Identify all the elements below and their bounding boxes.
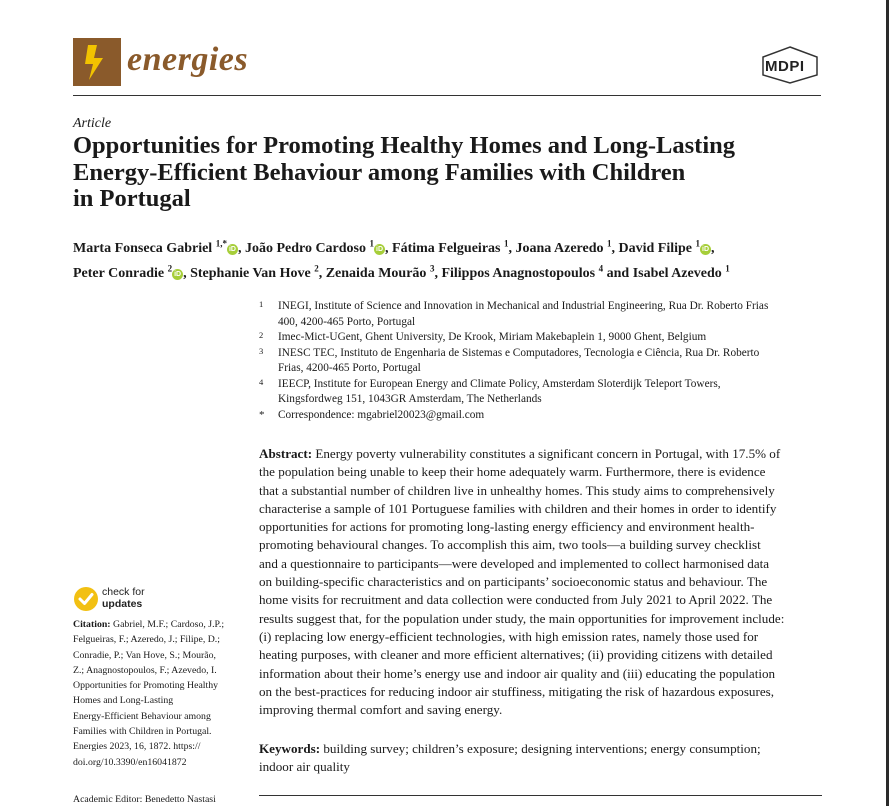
author: Isabel Azevedo $^1$ [632,263,730,282]
citation-line: Conradie, P.; Van Hove, S.; Mourão, [73,649,216,661]
author-line [73,233,833,259]
affiliation-text: IEECP, Institute for European Energy and Climate Policy, Amsterdam Sloterdijk Teleport Towers, [278,377,721,390]
orcid-icon[interactable]: iD [228,245,236,253]
check-updates-icon [73,586,99,612]
author: Stephanie Van Hove $^2$, [190,263,326,282]
affiliation [259,346,824,377]
abstract-line: that a substantial number of children live in unhealthy homes. This study aims to comprehensively [259,482,775,498]
affiliation-text: 400, 4200-465 Porto, Portugal [278,315,416,328]
abstract-line: heating purposes, with cleaner and more efficient alternatives; (ii) providing citizens with detailed [259,647,773,663]
check-updates-label: check for updates [102,586,145,610]
affiliation-text: Kingsfordweg 151, 1043GR Amsterdam, The Netherlands [278,393,542,405]
footer-rule [259,795,822,796]
author: Peter Conradie $^2$iD , [73,263,191,282]
abstract-line: improving thermal comfort and saving energy. [259,702,503,718]
keywords-line: Keywords: building survey; children’s exposure; designing interventions; energy consumption; [259,741,761,756]
article-type: Article [73,116,112,131]
abstract-line: (i) replacing low energy-efficient technologies, with high emission rates, namely those used for [259,628,759,644]
author: João Pedro Cardoso $^1$iD , [244,238,393,256]
affiliation-number: 3 [259,345,264,356]
abstract-line: home visits for recruitment and data collection were conducted from July 2021 to April 2022. The [259,592,773,608]
publisher-name: MDPI [765,58,805,75]
author: Marta Fonseca Gabriel $^{1,*}$iD , [73,238,245,256]
citation-line: Felgueiras, F.; Azeredo, J.; Filipe, D.; [73,634,220,646]
citation-line: Energies 2023, 16, 1872. https:// [73,741,201,753]
affiliation-number: 2 [259,330,264,340]
abstract [259,445,822,719]
title-line: in Portugal [73,185,191,212]
citation-line: Families with Children in Portugal. [73,726,212,738]
journal-logo [73,38,121,86]
affiliation-text: Imec-Mict-UGent, Ghent University, De Krook, Miriam Makebaplein 1, 9000 Ghent, Belgium [278,331,707,343]
keywords [259,740,822,777]
author-list [73,233,833,284]
abstract-line: Abstract: Energy poverty vulnerability constitutes a significant concern in Portugal, with 17.5% of [259,446,781,461]
citation-line: Citation: Gabriel, M.F.; Cardoso, J.P.; [73,619,225,630]
abstract-line: and a questionnaire to participants—were developed and implemented to collect harmonised data [259,555,770,571]
affiliation-text: INESC TEC, Instituto de Engenharia de Sistemas e Computadores, Tecnologia e Ciência, Rua Dr. Roberto [278,346,760,359]
abstract-line: promoting behavioural changes. To accomplish this aim, two tools—a building survey checklist [259,537,761,553]
abstract-line: the population being unable to keep their home adequately warm. Furthermore, there is evidence [259,464,766,480]
correspondence-text[interactable]: Correspondence: mgabriel20023@gmail.com [278,408,485,421]
abstract-line: results suggest that, for the population under study, the main opportunities for improvement include: [259,610,785,626]
affiliation-text: INEGI, Institute of Science and Innovation in Mechanical and Industrial Engineering, Rua Dr. Roberto Frias [278,300,769,312]
check-for-updates-button[interactable] [73,585,173,613]
affiliation-number: 1 [259,299,264,309]
correspondence-marker: * [259,408,265,421]
abstract-line: on the best-practices for reducing indoor air stuffiness, mitigating the risk of hazardous exposures, [259,683,775,699]
orcid-icon[interactable]: iD [702,245,710,253]
affiliation [259,330,824,346]
author: Fátima Felgueiras $^1$, [392,238,516,256]
affiliation [259,299,824,330]
keywords-label: Keywords: [259,741,321,756]
author: David Filipe $^1$iD , [618,238,715,256]
author: Zenaida Mourão $^3$, [325,263,442,282]
title-line: Opportunities for Promoting Healthy Homes and Long-Lasting [73,132,736,159]
keywords-line: indoor air quality [259,759,350,775]
citation-line: Opportunities for Promoting Healthy [73,680,219,692]
affiliation-number: 4 [259,376,264,387]
abstract-line: characterise a sample of 101 Portuguese families with children and their homes in order to identify [259,500,777,516]
correspondence [259,408,824,424]
affiliation-text: Frias, 4200-465 Porto, Portugal [278,362,421,374]
citation-doi-link[interactable]: doi.org/10.3390/en16041872 [73,756,187,768]
affiliation [259,377,824,408]
orcid-icon[interactable]: iD [376,245,384,253]
lightning-bolt-icon [73,38,121,86]
citation [73,617,243,770]
abstract-line: opportunities for actions for promoting long-lasting energy efficiency and environment health- [259,519,755,535]
author-line [73,259,833,285]
paper-title [73,133,833,213]
author: Joana Azeredo $^1$, [515,238,619,256]
header-rule [73,95,821,96]
abstract-label: Abstract: [259,446,313,461]
citation-line: Homes and Long-Lasting [73,695,174,707]
title-line: Energy-Efficient Behaviour among Families with Children [73,158,686,186]
affiliations [259,299,824,423]
journal-name: energies [127,41,249,78]
citation-label: Citation: [73,619,111,630]
abstract-line: information about their home’s energy use and indoor air quality and (iii) educating the population [259,665,776,681]
citation-line: Energy-Efficient Behaviour among [73,710,211,722]
academic-editor: Academic Editor: Benedetto Nastasi [73,794,216,805]
orcid-icon[interactable]: iD [174,271,182,279]
citation-line: Z.; Anagnostopoulos, F.; Azevedo, I. [73,664,217,676]
abstract-line: on building-specific characteristics and on participants’ socioeconomic status and behaviour. The [259,574,768,590]
author: Filippos Anagnostopoulos $^4$ and [441,263,633,282]
